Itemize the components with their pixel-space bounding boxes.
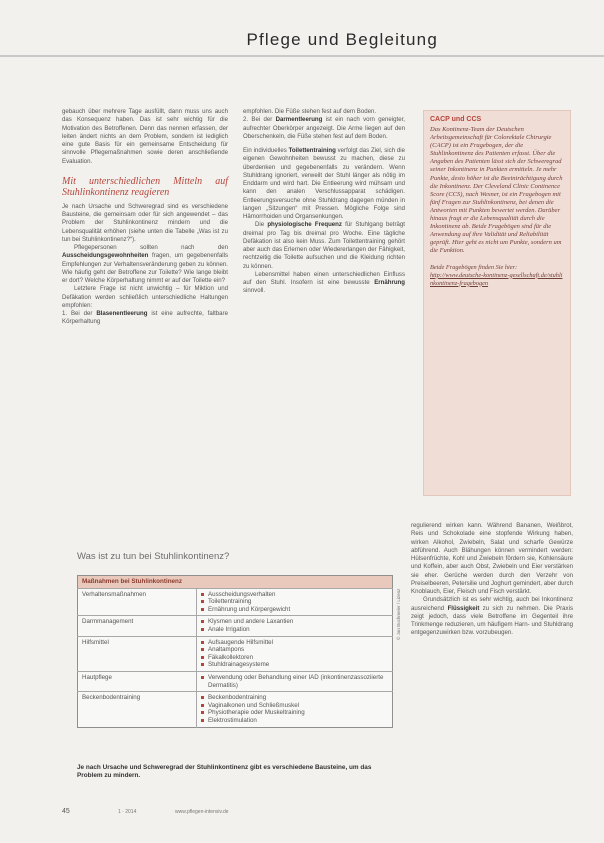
list-item: Fäkalkollektoren bbox=[201, 654, 388, 662]
list-item: Toilettentraining bbox=[201, 598, 388, 606]
table-row bbox=[78, 692, 393, 727]
paragraph: Ein individuelles Toilettentraining verfolgt das Ziel, sich die eigenen Gewohnheiten bewusst zu machen, diese zu überdenken und gegebenenfalls zu verändern. Wenn Stuhldrang ignoriert, verweilt der Stuhl länger als nötig im Enddarm und wird hart. Die Entleerung wird mühsam und kann den analen Verschlussapparat schädigen. Entleerungsversuche ohne Stuhldrang dagegen münden in langen „Sitzungen“ mit Pressen. Mögliche Folge sind Hämorrhoiden und Organsenkungen. bbox=[243, 147, 405, 220]
bold-term: Blasenentleerung bbox=[96, 310, 148, 317]
table-row bbox=[78, 636, 393, 671]
table-row-items bbox=[197, 671, 393, 691]
list-item: Verwendung oder Behandlung einer IAD (inkontinenzassoziierte Dermatitis) bbox=[201, 674, 388, 689]
paragraph: Lebensmittel haben einen unterschiedlichen Einfluss auf den Stuhl. Insofern ist eine bewusste Ernährung sinnvoll. bbox=[243, 270, 405, 295]
article-column-3 bbox=[411, 522, 573, 638]
list-item: Elektrostimulation bbox=[201, 717, 388, 725]
paragraph: Grundsätzlich ist es sehr wichtig, auch bei Inkontinenz ausreichend Flüssigkeit zu sich zu nehmen. Die Praxis zeigt jedoch, dass viele Betroffene im Gegenteil ihre Trinkmenge reduzieren, um häufigem Harn- und Stuhldrang entgegenzuwirken bzw. vorzubeugen. bbox=[411, 596, 573, 637]
bold-term: Flüssigkeit bbox=[447, 604, 480, 612]
bold-term: Ausscheidungsgewohnheiten bbox=[62, 252, 149, 260]
bold-term: Ernährung bbox=[374, 279, 405, 286]
paragraph: 2. Bei der Darmentleerung ist ein nach vorn geneigter, aufrechter Oberkörper angezeigt. Die Arme liegen auf den Oberschenkeln, die Füße stehen fest auf dem Boden. bbox=[243, 116, 405, 140]
paragraph: 1. Bei der Blasenentleerung ist eine aufrechte, faltbare Körperhaltung bbox=[62, 310, 228, 326]
paragraph: Pflegepersonen sollten nach den Ausscheidungsgewohnheiten fragen, um gegebenenfalls Empfehlungen zur Verhaltensveränderung geben zu können. Wie häufig geht der Betroffene zur Toilette? Wie lange bleibt er dort? Welche Körperhaltung nimmt er auf der Toilette ein? bbox=[62, 244, 228, 284]
list-item: Analtampons bbox=[201, 646, 388, 654]
list-item: Beckenbodentraining bbox=[201, 694, 388, 702]
table-row-label: Verhaltensmaßnahmen bbox=[78, 588, 197, 616]
paragraph: regulierend wirken kann. Während Bananen, Weißbrot, Reis und Schokolade eine stopfende Wirkung haben, wirken Alkohol, Zwiebeln, Salat und scharfe Gewürze abführend. Auch Blähungen können vermindert werden: Hülsenfrüchte, Kohl und Zwiebeln fördern sie, Kohlensäure und Koffein, aber auch Obst, Zwiebeln und Eier verstärken sie eher. Gerüche werden durch den Verzehr von Preiselbeeren, Petersilie und Joghurt gemindert, aber durch Knoblauch, Eier, Fleisch und Fisch verstärkt. bbox=[411, 522, 573, 595]
table-row-label: Hautpflege bbox=[78, 671, 197, 691]
info-box-heading: CACP und CCS bbox=[430, 116, 482, 123]
info-box-link[interactable]: http://www.deutsche-kontinenz-gesellschaft.de/stuhlinkontinenz-fragebogen bbox=[430, 271, 563, 287]
list-item: Stuhldrainagesysteme bbox=[201, 661, 388, 669]
list-item: Ernährung und Körpergewicht bbox=[201, 606, 388, 614]
paragraph: Die physiologische Frequenz für Stuhlgang beträgt dreimal pro Tag bis dreimal pro Woche. Eine tägliche Defäkation ist also kein Muss. Zum Toilettentraining gehört aber auch das Erlernen oder Wiedererlangen der Fähigkeit, rechtzeitig die Toilette aufsuchen und die Kleidung richten zu können. bbox=[243, 221, 406, 270]
list-item: Anale Irrigation bbox=[201, 626, 388, 634]
info-box-footnote: Beide Fragebögen finden Sie hier: bbox=[430, 263, 518, 271]
table-row-label: Beckenbodentraining bbox=[78, 692, 197, 727]
bold-term: physiologische Frequenz bbox=[267, 221, 342, 229]
measures-table bbox=[77, 575, 393, 728]
section-title: Pflege und Begleitung bbox=[246, 30, 438, 49]
image-credit: © Jan Buchmeier / Lizenz bbox=[396, 588, 401, 640]
paragraph: gebauch über mehrere Tage ausfüllt, dann muss uns auch das Konsequenz haben. Das ist sehr wichtig für die Motivation des Betroffenen. Denn das nennen erfassen, der leiten ändert nichts an dem Problem, sondern ist lediglich eine gute Basis für ein gemeinsame Entscheidung für sinnvolle Pflegemaßnahmen sowie deren anschließende Evaluation. bbox=[62, 108, 228, 165]
bold-term: Toilettentraining bbox=[288, 147, 336, 154]
issue-label: 1 · 2014 bbox=[118, 809, 137, 815]
footer-url: www.pflegen-intensiv.de bbox=[175, 809, 229, 815]
paragraph: Je nach Ursache und Schweregrad sind es verschiedene Bausteine, die gemeinsam oder für sich angewendet – das Problem der Stuhlinkontinenz mindern und die Lebensqualität erhöhen (siehe unten die Tabelle „Was ist zu tun bei Stuhlinkontinenz?“). bbox=[62, 202, 228, 243]
table-row bbox=[78, 616, 393, 636]
article-column-2 bbox=[243, 108, 405, 296]
table-row bbox=[78, 671, 393, 691]
table-row bbox=[78, 588, 393, 616]
table-row-items bbox=[197, 588, 393, 616]
paragraph: empfohlen. Die Füße stehen fest auf dem Boden. bbox=[243, 108, 377, 115]
page-number: 45 bbox=[62, 808, 70, 815]
table-row-label: Hilfsmittel bbox=[78, 636, 197, 671]
paragraph: Letztere Frage ist nicht unwichtig – für Miktion und Defäkation werden schließlich unterschiedliche Haltungen empfohlen: bbox=[62, 285, 228, 309]
info-box-text: Das Kontinenz-Team der Deutschen Arbeitsgemeinschaft für Colorektale Chirurgie (CACP) ist ein Fragebogen, der die Stuhlinkontinenz des Patienten erfasst. Über die Angaben des Patienten lässt sich der Schweregrad seiner Inkontinenz in Punkten ermitteln. Je mehr Punkte, desto höher ist die Beeinträchtigung durch die Inkontinenz. Der Cleveland Clinic Continence Score (CCS), nach Wexner, ist ein Fragebogen mit fünf Fragen zur Stuhlinkontinenz, bei denen die Antworten mit Punkten bewertet werden. Darüber hinaus fragt er die Lebensqualität durch die Inkontinenz ab. Beide Fragebögen sind für die Anwendung auf ihre Validität und Reliabilität geprüft. Hier geht es nicht um Punkte, sondern um die Funktion. bbox=[430, 126, 563, 255]
table-caption: Je nach Ursache und Schweregrad der Stuhlinkontinenz gibt es verschiedene Bausteine, um das Problem zu mindern. bbox=[77, 764, 372, 779]
table-row-items bbox=[197, 616, 393, 636]
table-title: Was ist zu tun bei Stuhlinkontinenz? bbox=[77, 551, 230, 562]
header-divider bbox=[0, 55, 604, 57]
info-box bbox=[423, 110, 571, 496]
list-item: Aufsaugende Hilfsmittel bbox=[201, 639, 388, 647]
list-item: Ausscheidungsverhalten bbox=[201, 591, 388, 599]
list-item: Klysmen und andere Laxantien bbox=[201, 618, 388, 626]
subheading: Mit unterschiedlichen Mitteln auf Stuhlinkontinenz reagieren bbox=[62, 175, 228, 198]
table-row-label: Darmmanagement bbox=[78, 616, 197, 636]
table-row-items bbox=[197, 636, 393, 671]
bold-term: Darmentleerung bbox=[275, 116, 323, 124]
table-header: Maßnahmen bei Stuhlinkontinenz bbox=[78, 576, 393, 589]
article-column-1 bbox=[62, 108, 228, 327]
list-item: Physiotherapie oder Muskeltraining bbox=[201, 709, 388, 717]
table-row-items bbox=[197, 692, 393, 727]
list-item: Vaginalkonen und Schließmuskel bbox=[201, 702, 388, 710]
